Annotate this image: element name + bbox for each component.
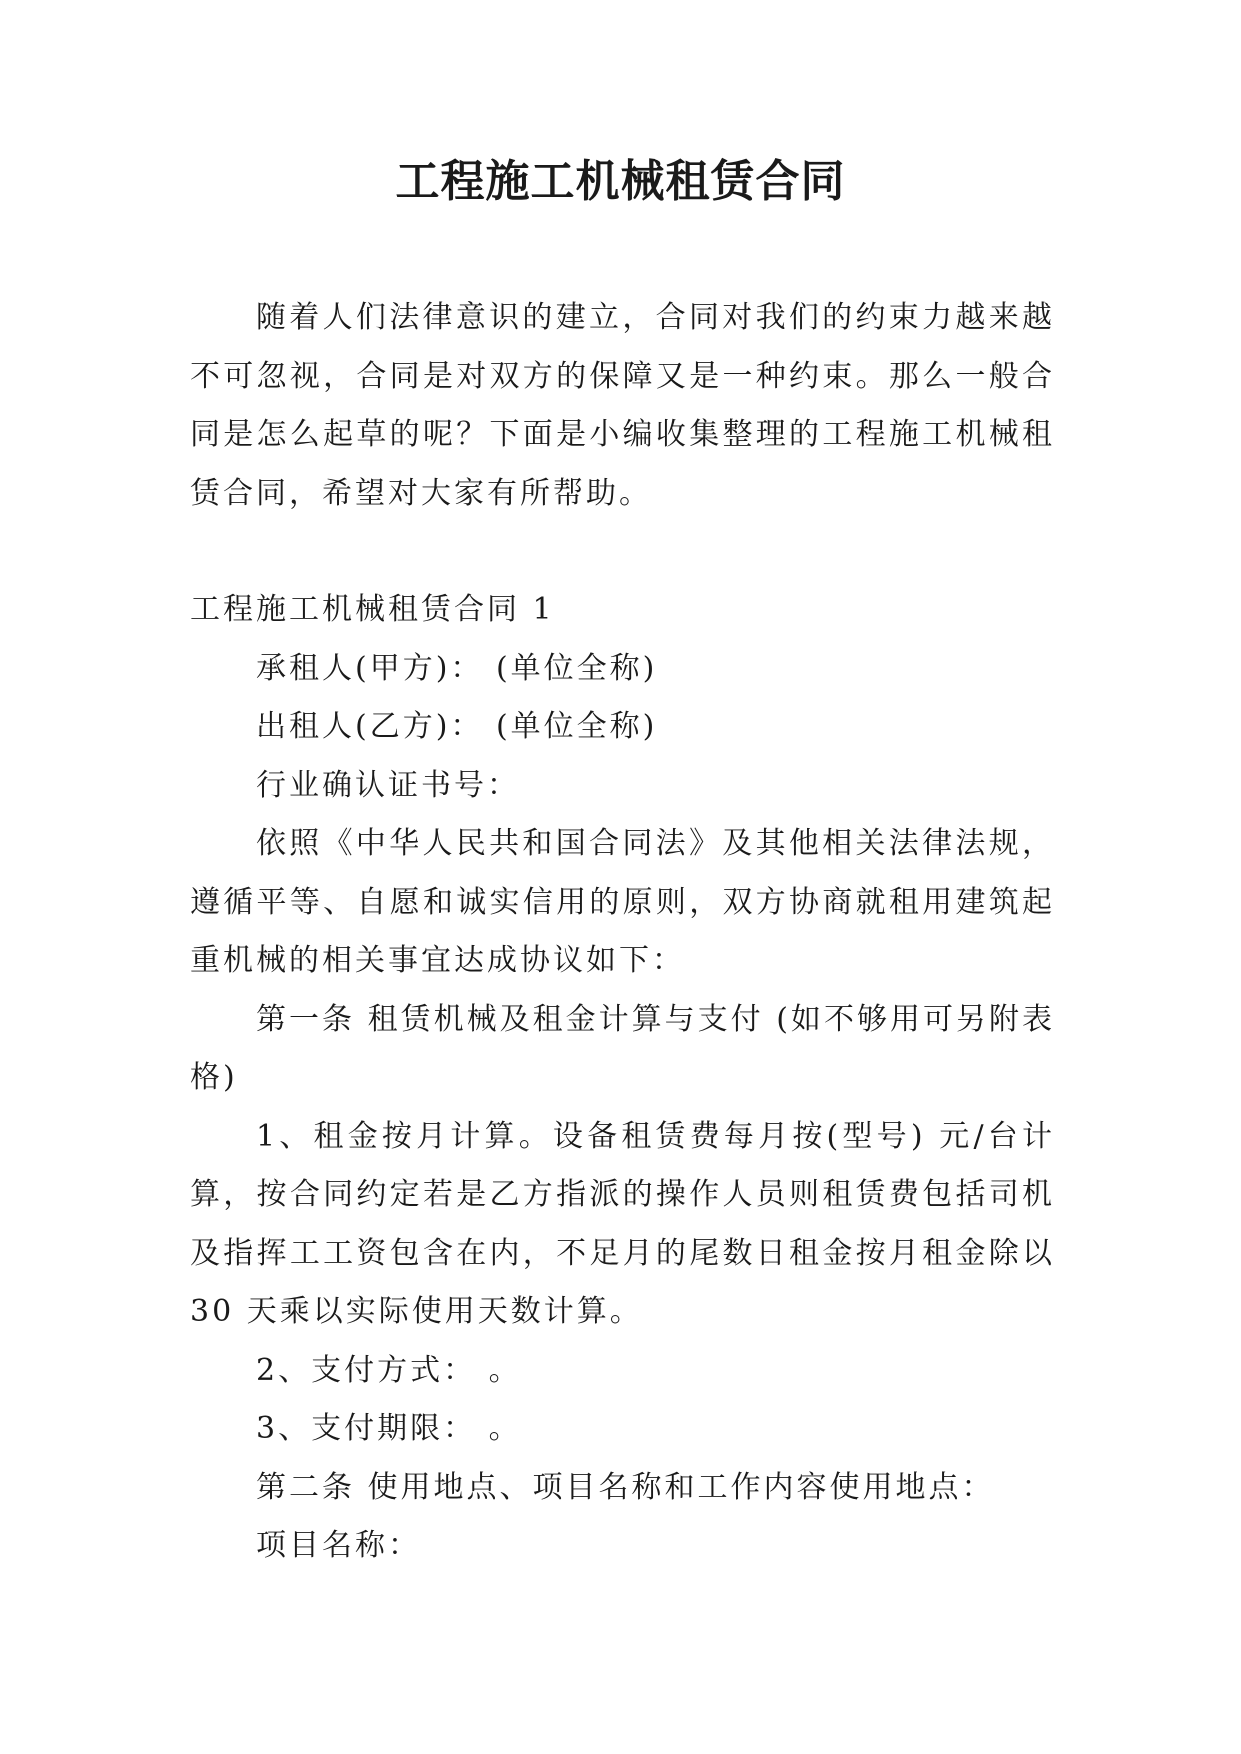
- project-name-line: 项目名称：: [256, 1528, 421, 1563]
- article-1-item-2: 2、支付方式： 。: [256, 1352, 522, 1388]
- certificate-line: 行业确认证书号：: [256, 767, 520, 803]
- document-title: 工程施工机械租赁合同: [395, 156, 846, 207]
- article-1-item-3: 3、支付期限： 。: [256, 1411, 522, 1446]
- intro-paragraph: 随着人们法律意识的建立，合同对我们的约束力越来越不可忽视，合同是对双方的保障又是一种约束。那么一般合同是怎么起草的呢？下面是小编收集整理的工程施工机械租赁合同，希望对大家有所帮助。: [190, 300, 1055, 511]
- lessee-line: 承租人(甲方)： (单位全称): [256, 650, 658, 686]
- section-heading: 工程施工机械租赁合同 1: [190, 592, 555, 627]
- basis-paragraph: 依照《中华人民共和国合同法》及其他相关法律法规，遵循平等、自愿和诚实信用的原则，双方协商就租用建筑起重机械的相关事宜达成协议如下：: [190, 826, 1055, 978]
- article-2-title: 第二条 使用地点、项目名称和工作内容使用地点：: [256, 1469, 995, 1505]
- article-1-title: 第一条 租赁机械及租金计算与支付 (如不够用可另附表格): [190, 1001, 1055, 1095]
- lessor-line: 出租人(乙方)： (单位全称): [256, 709, 658, 744]
- article-1-item-1: 1、租金按月计算。设备租赁费每月按(型号) 元/台计算，按合同约定若是乙方指派的操作人员则租赁费包括司机及指挥工工资包含在内，不足月的尾数日租金按月租金除以 30 天乘以实际使用天数计算。: [190, 1118, 1055, 1329]
- document-body: [190, 289, 1055, 1576]
